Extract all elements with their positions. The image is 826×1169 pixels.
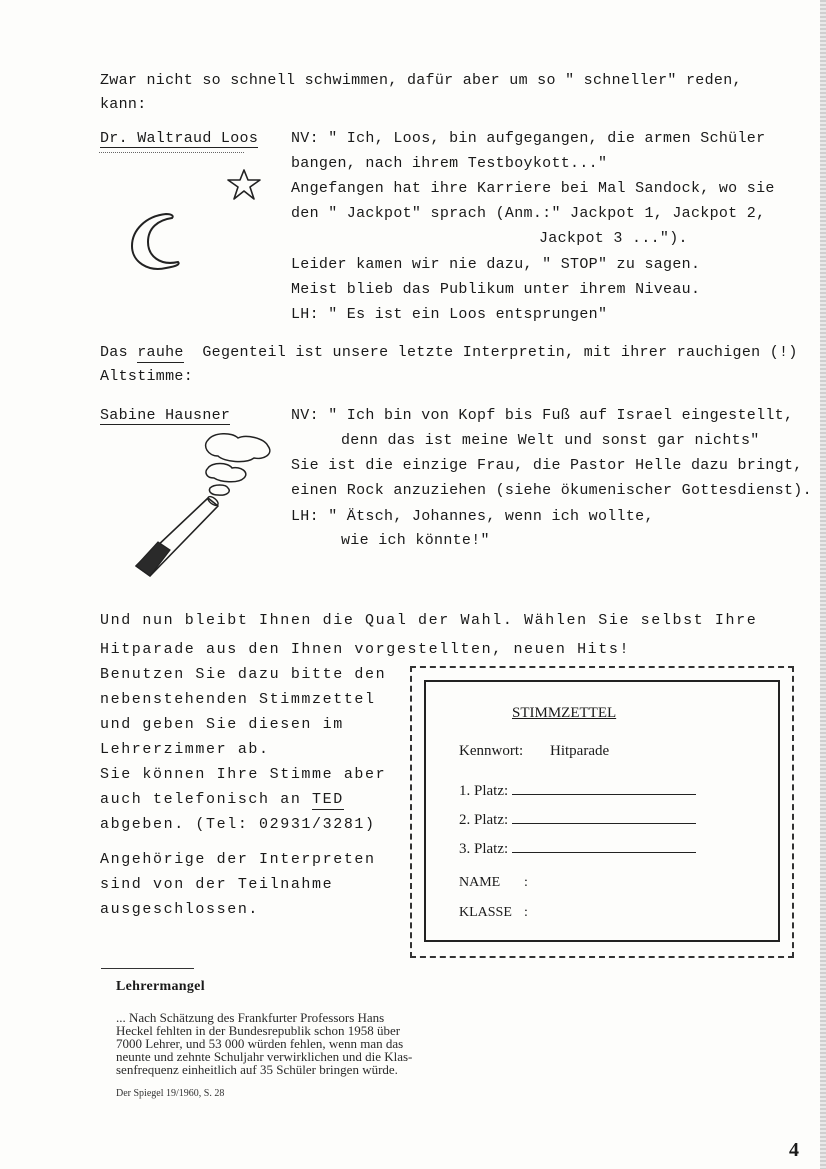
- intro-line-2: kann:: [100, 96, 147, 113]
- ballot-place-3-field[interactable]: [512, 838, 696, 853]
- transition-post: Gegenteil ist unsere letzte Interpretin, mit ihrer rauchigen (!): [183, 344, 798, 361]
- vote-tel-line: abgeben. (Tel: 02931/3281): [100, 816, 376, 833]
- vote-left-line-1: Benutzen Sie dazu bitte den: [100, 666, 387, 683]
- vote-exclusion-line-2: sind von der Teilnahme: [100, 876, 334, 893]
- ballot-place-2-label: 2. Platz:: [459, 812, 509, 828]
- footnote-body: [116, 1011, 412, 1076]
- loos-line-3: Angefangen hat ihre Karriere bei Mal Sandock, wo sie: [291, 180, 775, 197]
- scanned-page-edge: [820, 0, 826, 1169]
- transition-line-2: Altstimme:: [100, 368, 194, 385]
- vote-left-line-3: und geben Sie diesen im: [100, 716, 344, 733]
- footnote-body-line: Heckel fehlten in der Bundesrepublik schon 1958 über: [116, 1023, 401, 1038]
- ballot-place-2-field[interactable]: [512, 809, 696, 824]
- hausner-line-2: denn das ist meine Welt und sonst gar nichts": [341, 432, 760, 449]
- loos-line-6: Leider kamen wir nie dazu, " STOP" zu sagen.: [291, 256, 701, 273]
- ballot-klasse-colon[interactable]: :: [524, 905, 528, 920]
- vote-ted-word: TED: [312, 791, 344, 808]
- loos-line-7: Meist blieb das Publikum unter ihrem Niveau.: [291, 281, 701, 298]
- hausner-line-5: LH: " Ätsch, Johannes, wenn ich wollte,: [291, 508, 654, 525]
- vote-left-line-4: Lehrerzimmer ab.: [100, 741, 270, 758]
- footnote-source: Der Spiegel 19/1960, S. 28: [116, 1088, 225, 1099]
- vote-line-1: Und nun bleibt Ihnen die Qual der Wahl. Wählen Sie selbst Ihre: [100, 612, 758, 629]
- loos-line-4: den " Jackpot" sprach (Anm.:" Jackpot 1, Jackpot 2,: [291, 205, 766, 222]
- footnote-body-line: senfrequenz einheitlich auf 35 Schüler bringen würde.: [116, 1062, 398, 1077]
- ballot-form: [424, 680, 780, 942]
- page-number: 4: [789, 1139, 799, 1161]
- transition-line-1: [100, 345, 798, 360]
- moon-icon: [126, 210, 186, 274]
- ballot-kennwort-value: Hitparade: [550, 743, 610, 759]
- vote-exclusion-line-1: Angehörige der Interpreten: [100, 851, 376, 868]
- hausner-line-1: NV: " Ich bin von Kopf bis Fuß auf Israel eingestellt,: [291, 407, 794, 424]
- footnote-title: Lehrermangel: [116, 979, 205, 994]
- loos-name-dotted-rule: [99, 152, 244, 153]
- hausner-name-heading: Sabine Hausner: [100, 407, 231, 424]
- ballot-kennwort-label: Kennwort:: [459, 743, 524, 759]
- ballot-place-3: [459, 838, 696, 857]
- hausner-line-4: einen Rock anzuziehen (siehe ökumenischer Gottesdienst).: [291, 482, 812, 499]
- star-icon: [225, 168, 263, 202]
- loos-line-5: Jackpot 3 ...").: [539, 230, 688, 247]
- transition-pre: Das: [100, 344, 138, 361]
- loos-line-2: bangen, nach ihrem Testboykott...": [291, 155, 608, 172]
- footnote-body-line: neunte und zehnte Schuljahr verwirklichen und die Klas-: [116, 1049, 413, 1064]
- hausner-line-6: wie ich könnte!": [341, 532, 490, 549]
- vote-exclusion-line-3: ausgeschlossen.: [100, 901, 260, 918]
- hausner-line-3: Sie ist die einzige Frau, die Pastor Helle dazu bringt,: [291, 457, 803, 474]
- ballot-title: STIMMZETTEL: [512, 705, 617, 721]
- ballot-klasse-label: KLASSE: [459, 905, 512, 920]
- vote-line-2: Hitparade aus den Ihnen vorgestellten, neuen Hits!: [100, 641, 631, 658]
- vote-ted-line: [100, 792, 344, 807]
- vote-left-line-2: nebenstehenden Stimmzettel: [100, 691, 376, 708]
- intro-line-1: Zwar nicht so schnell schwimmen, dafür aber um so " schneller" reden,: [100, 72, 742, 89]
- cigarette-icon: [128, 430, 278, 582]
- ballot-place-1-field[interactable]: [512, 780, 696, 795]
- transition-underlined-word: rauhe: [137, 344, 184, 361]
- ballot-place-1-label: 1. Platz:: [459, 783, 509, 799]
- ballot-place-2: [459, 809, 696, 828]
- loos-line-8: LH: " Es ist ein Loos entsprungen": [291, 306, 608, 323]
- vote-ted-pre: auch telefonisch an: [100, 791, 313, 808]
- ballot-name-label: NAME: [459, 875, 501, 890]
- vote-left-line-5: Sie können Ihre Stimme aber: [100, 766, 387, 783]
- footnote-rule: [101, 968, 194, 969]
- loos-line-1: NV: " Ich, Loos, bin aufgegangen, die armen Schüler: [291, 130, 766, 147]
- ballot-place-1: [459, 780, 696, 799]
- ballot-place-3-label: 3. Platz:: [459, 841, 509, 857]
- footnote-body-line: 7000 Lehrer, und 53 000 würden fehlen, wenn man das: [116, 1036, 404, 1051]
- footnote-body-line: ... Nach Schätzung des Frankfurter Professors Hans: [116, 1010, 385, 1025]
- ballot-name-colon[interactable]: :: [524, 875, 528, 890]
- loos-name-heading: Dr. Waltraud Loos: [100, 130, 259, 147]
